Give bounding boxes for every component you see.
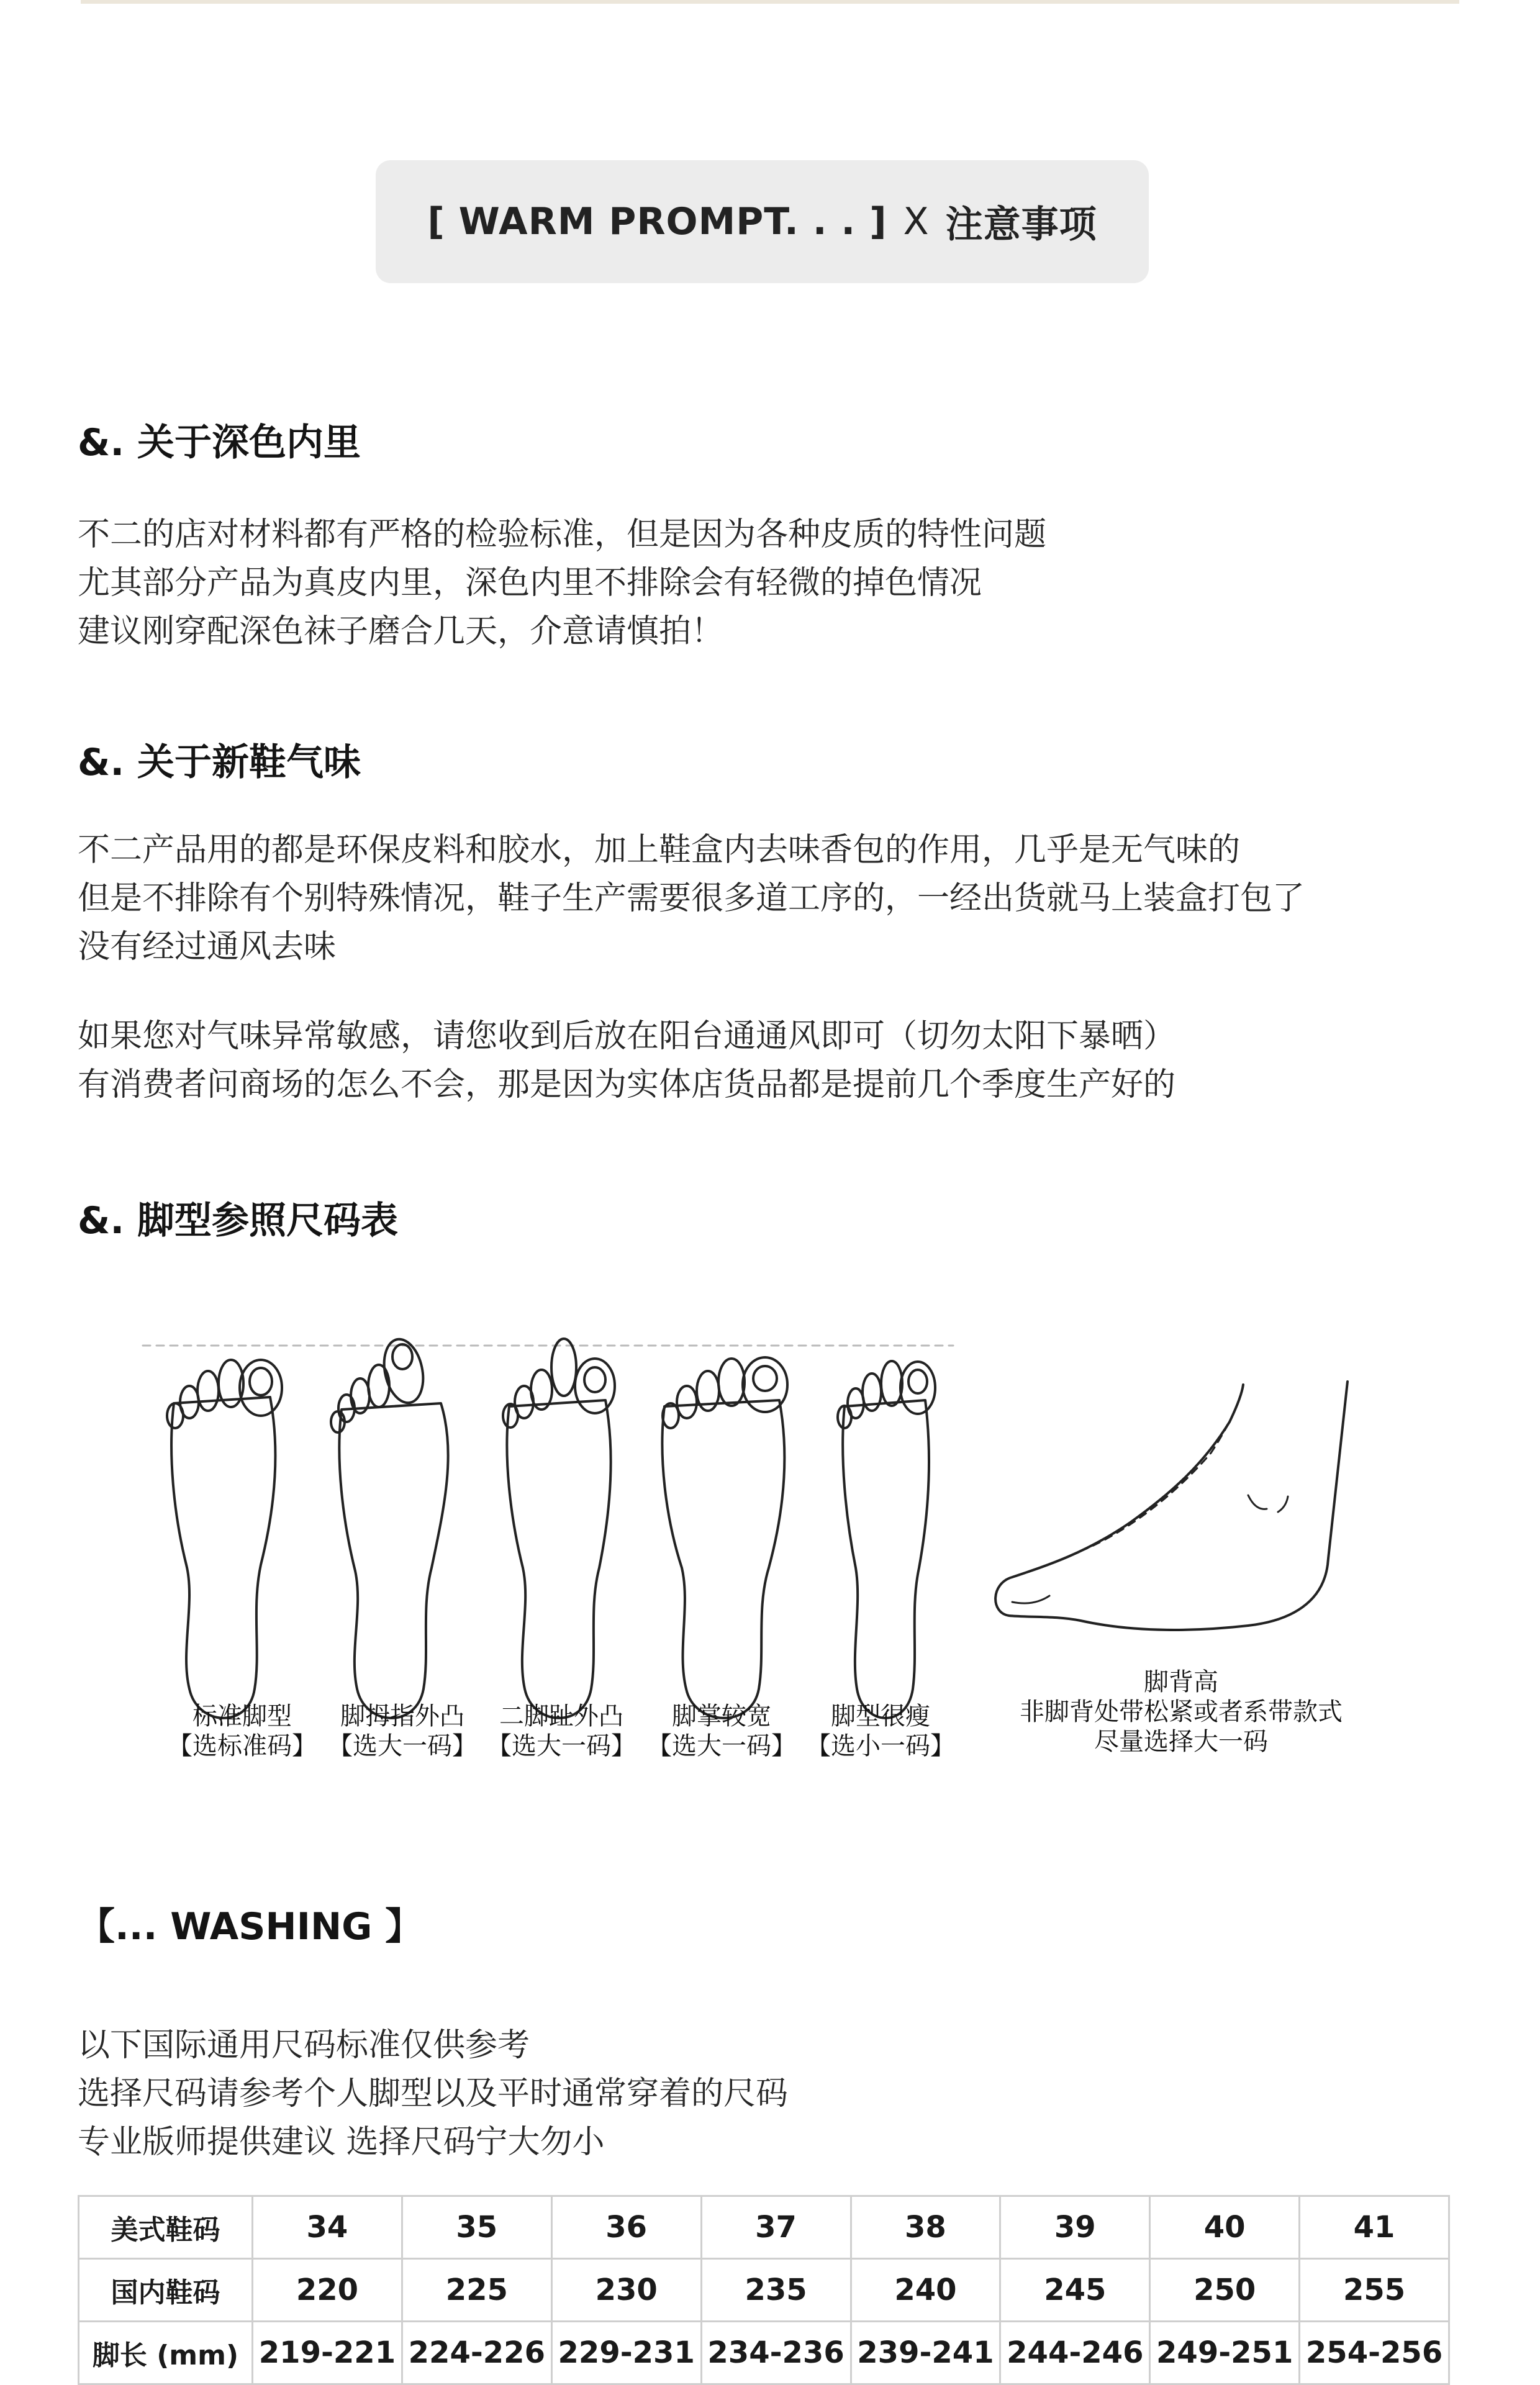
foot-type-advice: 【选小一码】 xyxy=(806,1732,955,1760)
table-cell: 255 xyxy=(1300,2259,1449,2322)
foot-type-caption xyxy=(487,1701,636,1761)
size-table xyxy=(78,2195,1450,2385)
foot-type-caption xyxy=(647,1701,796,1761)
standard-foot-icon xyxy=(167,1360,282,1718)
table-cell: 39 xyxy=(1000,2196,1150,2259)
row-header: 国内鞋码 xyxy=(79,2259,253,2322)
text-line: 如果您对气味异常敏感，请您收到后放在阳台通通风即可（切勿太阳下暴晒） xyxy=(78,1018,1176,1055)
foot-type-advice: 【选大一码】 xyxy=(647,1732,796,1760)
high-instep-foot-icon xyxy=(995,1382,1348,1630)
text-line: 选择尺码请参考个人脚型以及平时通常穿着的尺码 xyxy=(78,2075,789,2112)
separator-x: X xyxy=(903,200,930,243)
instep-line: 尽量选择大一码 xyxy=(1094,1727,1268,1756)
table-cell: 37 xyxy=(701,2196,851,2259)
text-line: 以下国际通用尺码标准仅供参考 xyxy=(78,2027,530,2064)
heading-dark-lining: &. 关于深色内里 xyxy=(78,421,361,464)
table-cell: 225 xyxy=(402,2259,551,2322)
sizing-note-text xyxy=(78,2021,788,2166)
table-cell: 245 xyxy=(1000,2259,1150,2322)
table-cell: 230 xyxy=(551,2259,701,2322)
text-line: 有消费者问商场的怎么不会，那是因为实体店货品都是提前几个季度生产好的 xyxy=(78,1066,1176,1103)
foot-type-name: 脚掌较宽 xyxy=(672,1702,771,1731)
smell-text-2 xyxy=(78,1012,1175,1109)
foot-type-caption xyxy=(328,1701,477,1761)
heading-new-shoe-smell: &. 关于新鞋气味 xyxy=(78,741,361,784)
thin-foot-icon xyxy=(838,1361,935,1718)
table-cell: 34 xyxy=(253,2196,402,2259)
instep-line: 非脚背处带松紧或者系带款式 xyxy=(1020,1698,1343,1726)
text-line: 专业版师提供建议 选择尺码宁大勿小 xyxy=(78,2124,605,2161)
foot-type-diagram xyxy=(124,1329,1397,1776)
text-line: 但是不排除有个别特殊情况，鞋子生产需要很多道工序的，一经出货就马上装盒打包了 xyxy=(78,880,1305,917)
table-cell: 250 xyxy=(1150,2259,1300,2322)
table-cell: 36 xyxy=(551,2196,701,2259)
table-cell: 38 xyxy=(851,2196,1000,2259)
second-toe-foot-icon xyxy=(503,1339,615,1718)
foot-type-name: 标准脚型 xyxy=(192,1702,292,1731)
foot-type-name: 脚拇指外凸 xyxy=(340,1702,464,1731)
row-header: 美式鞋码 xyxy=(79,2196,253,2259)
text-line: 不二产品用的都是环保皮料和胶水，加上鞋盒内去味香包的作用，几乎是无气味的 xyxy=(78,831,1241,869)
table-row-cn-size xyxy=(79,2259,1449,2322)
dark-lining-text xyxy=(78,510,1046,656)
foot-type-advice: 【选标准码】 xyxy=(168,1732,317,1760)
table-cell: 35 xyxy=(402,2196,551,2259)
table-cell: 244-246 xyxy=(1000,2322,1150,2384)
text-line: 没有经过通风去味 xyxy=(78,928,337,966)
table-row-us-size xyxy=(79,2196,1449,2259)
foot-type-name: 脚型很瘦 xyxy=(831,1702,930,1731)
table-cell: 219-221 xyxy=(253,2322,402,2384)
wide-foot-icon xyxy=(662,1357,787,1718)
heading-washing: 【... WASHING 】 xyxy=(78,1905,423,1948)
table-cell: 234-236 xyxy=(701,2322,851,2384)
row-header: 脚长 (mm) xyxy=(79,2322,253,2384)
smell-text xyxy=(78,826,1305,971)
instep-caption xyxy=(1020,1667,1343,1757)
bunion-foot-icon xyxy=(331,1336,448,1718)
instep-title: 脚背高 xyxy=(1144,1668,1218,1696)
warm-prompt-banner xyxy=(376,160,1149,283)
text-line: 不二的店对材料都有严格的检验标准，但是因为各种皮质的特性问题 xyxy=(78,516,1047,553)
text-line: 建议刚穿配深色袜子磨合几天，介意请慎拍！ xyxy=(78,613,724,650)
table-cell: 224-226 xyxy=(402,2322,551,2384)
foot-type-advice: 【选大一码】 xyxy=(328,1732,477,1760)
table-row-foot-length xyxy=(79,2322,1449,2384)
table-cell: 220 xyxy=(253,2259,402,2322)
foot-type-advice: 【选大一码】 xyxy=(487,1732,636,1760)
table-cell: 249-251 xyxy=(1150,2322,1300,2384)
table-cell: 235 xyxy=(701,2259,851,2322)
table-cell: 40 xyxy=(1150,2196,1300,2259)
foot-type-name: 二脚趾外凸 xyxy=(499,1702,623,1731)
table-cell: 41 xyxy=(1300,2196,1449,2259)
table-cell: 229-231 xyxy=(551,2322,701,2384)
foot-type-caption xyxy=(806,1701,955,1761)
heading-foot-size-chart: &. 脚型参照尺码表 xyxy=(78,1199,399,1242)
table-cell: 254-256 xyxy=(1300,2322,1449,2384)
warm-prompt-label: [ WARM PROMPT. . . ] xyxy=(427,200,887,243)
table-cell: 239-241 xyxy=(851,2322,1000,2384)
top-divider xyxy=(81,0,1459,4)
foot-type-caption xyxy=(168,1701,317,1761)
notice-label: 注意事项 xyxy=(945,203,1097,247)
table-cell: 240 xyxy=(851,2259,1000,2322)
text-line: 尤其部分产品为真皮内里，深色内里不排除会有轻微的掉色情况 xyxy=(78,564,982,602)
